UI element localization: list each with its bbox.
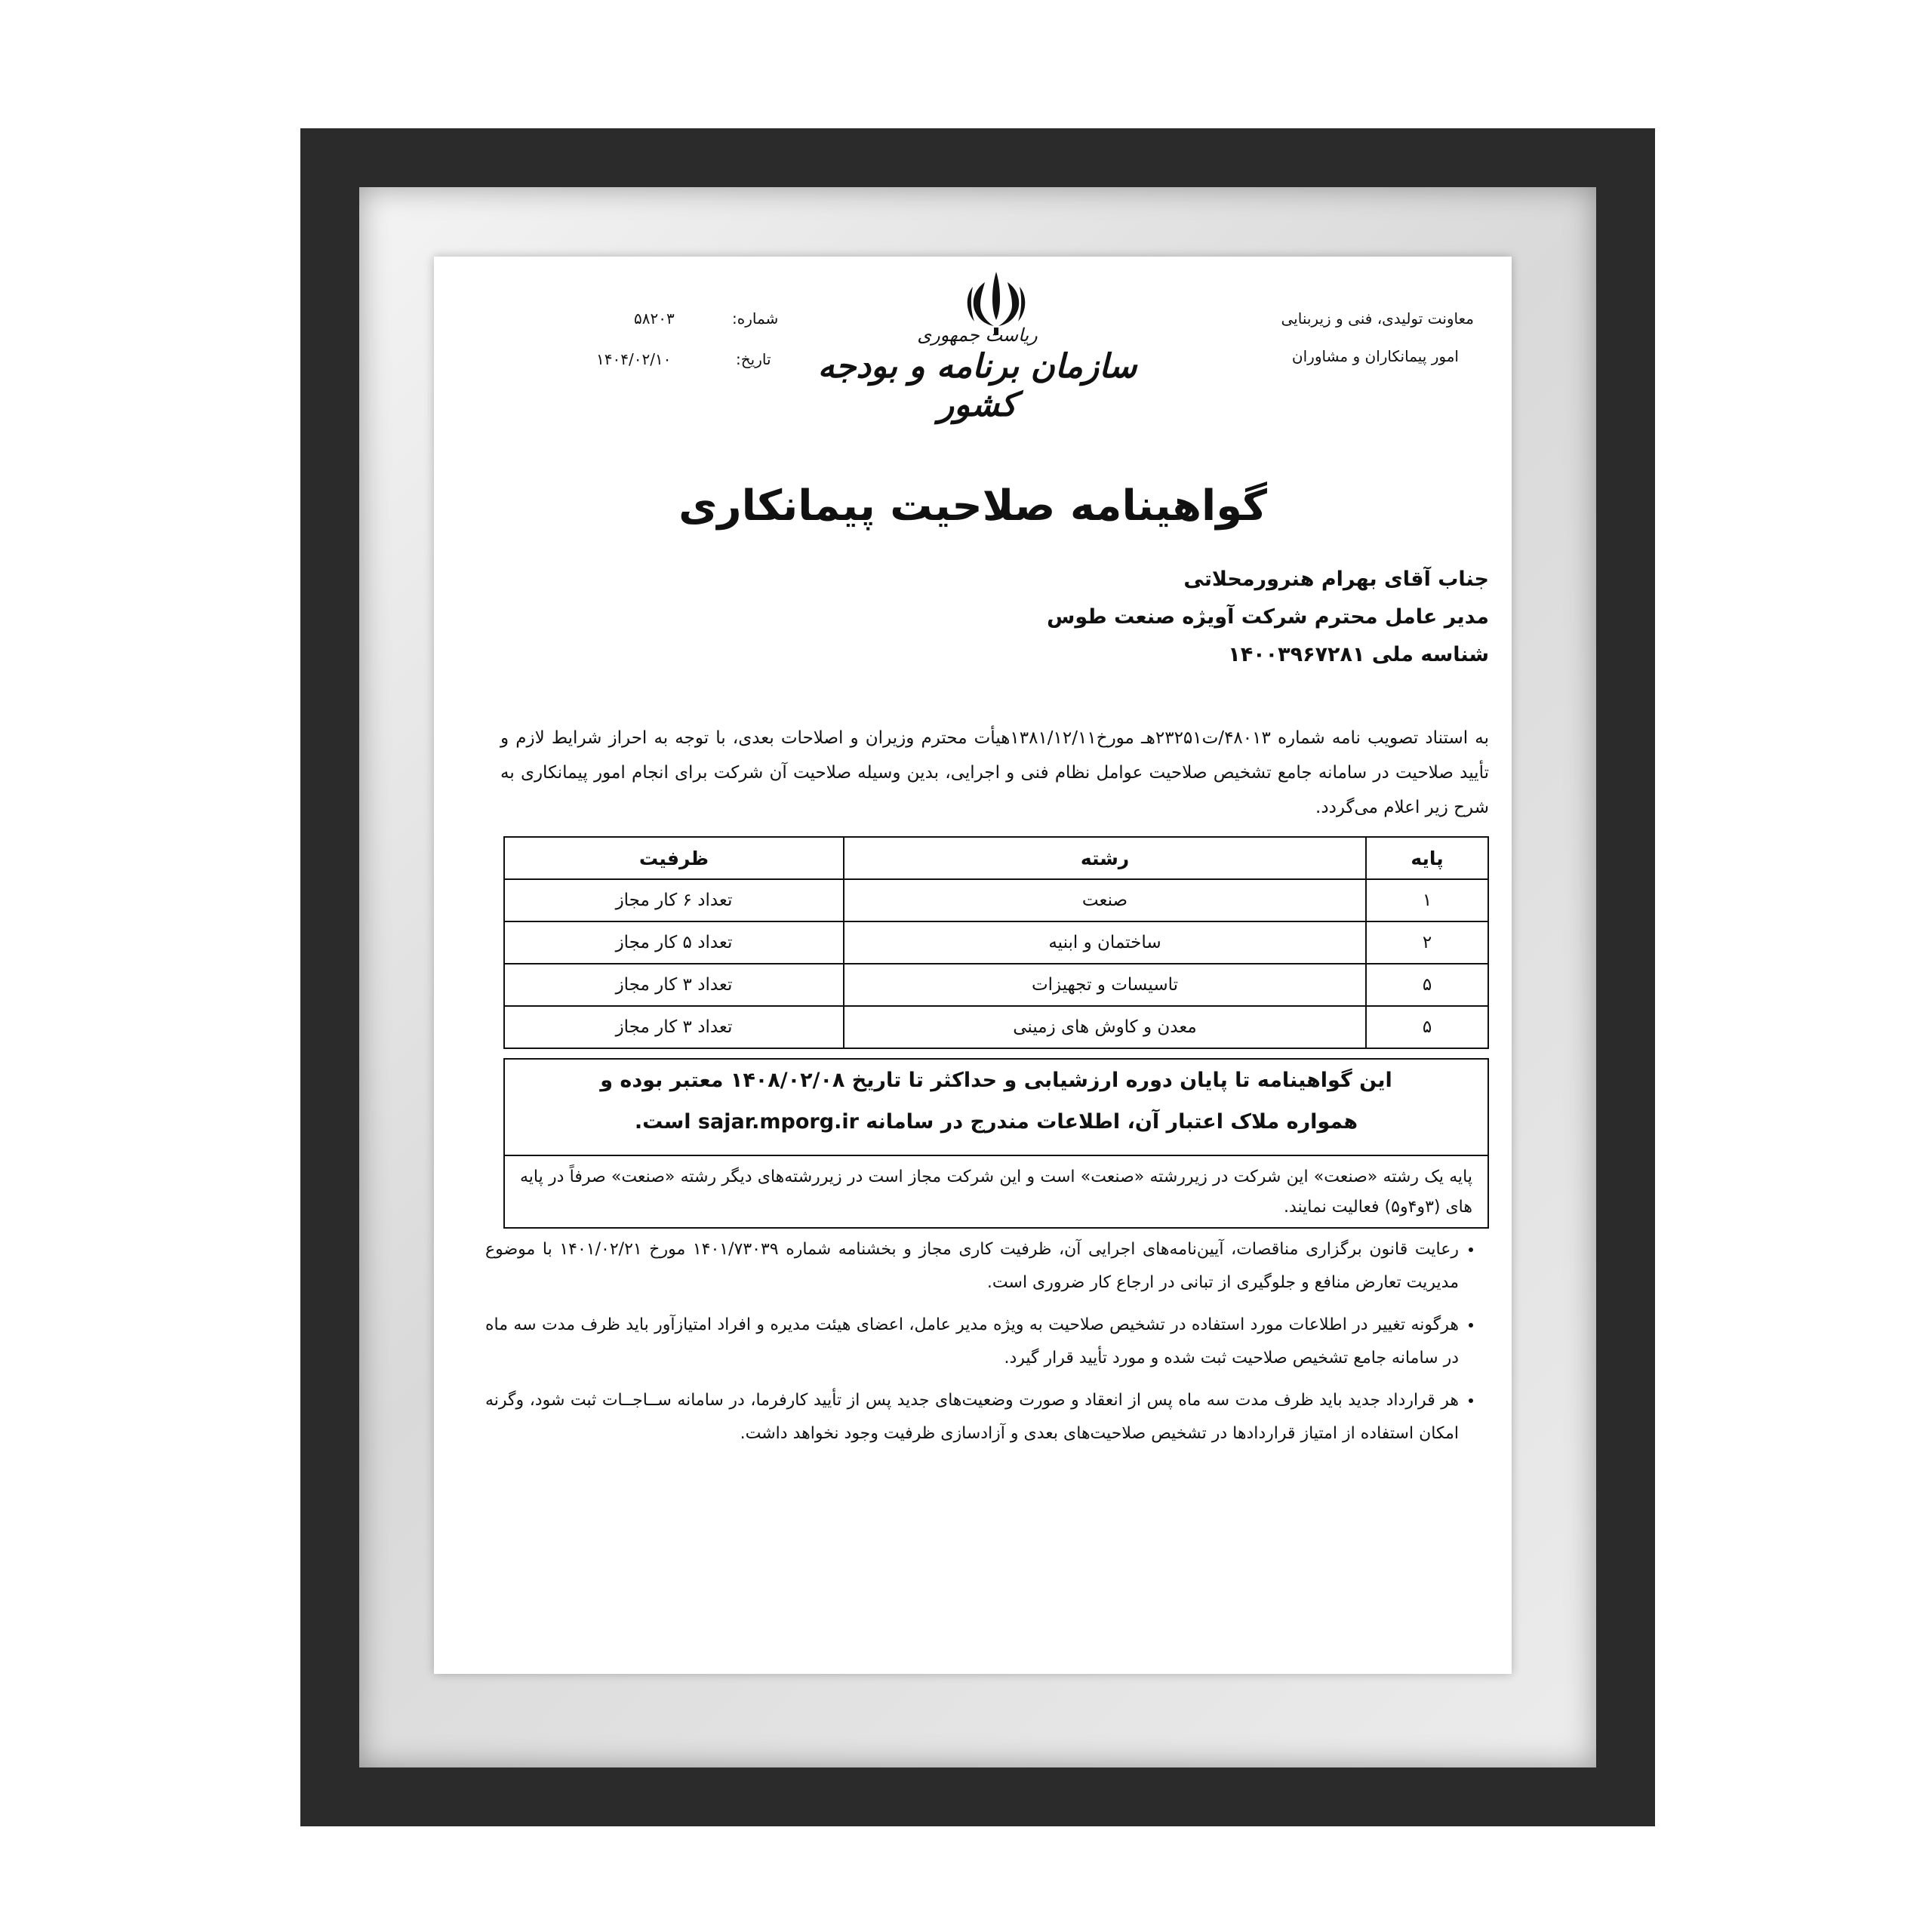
certificate-title: گواهینامه صلاحیت پیمانکاری [678, 481, 1267, 531]
website-link[interactable]: sajar.mporg.ir [697, 1110, 859, 1134]
validity-line-2-end: است. [634, 1110, 691, 1134]
cell-capacity: تعداد ۳ کار مجاز [504, 1006, 844, 1048]
validity-box [503, 1058, 1489, 1156]
header-field: رشته [844, 837, 1366, 879]
deputy-label: معاونت تولیدی، فنی و زیربنایی [1281, 309, 1474, 328]
list-item: • هر قرارداد جدید باید ظرف مدت سه ماه پس از انعقاد و صورت وضعیت‌های جدید پس از تأیید کارفرما، در سامانه ســاجــات ثبت شود، وگرنه امکان استفاده از امتیاز قراردادها در تشخیص صلاحیت‌های بعدی و آزادسازی ظرفیت وجود نخواهد داشت. [485, 1384, 1459, 1451]
cell-capacity: تعداد ۳ کار مجاز [504, 964, 844, 1006]
table-row [504, 921, 1488, 964]
department-label: امور پیمانکاران و مشاوران [1291, 347, 1459, 365]
intro-paragraph: به استناد تصویب نامه شماره ۴۸۰۱۳/ت۲۳۲۵۱هـ مورخ۱۳۸۱/۱۲/۱۱هیأت محترم وزیران و اصلاحات بعدی، با توجه به احراز شرایط لازم و تأیید صلاحیت در سامانه جامع تشخیص صلاحیت عوامل نظام فنی و اجرایی، بدین وسیله صلاحیت آن شرکت برای انجام امور پیمانکاری به شرح زیر اعلام می‌گردد. [500, 728, 1489, 817]
certificate-page [434, 257, 1512, 1674]
cell-grade: ۲ [1366, 921, 1488, 964]
date-label: تاریخ: [736, 350, 771, 368]
cell-grade: ۱ [1366, 879, 1488, 921]
note-box: پایه یک رشته «صنعت» این شرکت در زیررشته «صنعت» است و این شرکت مجاز است در زیررشته‌های دیگر رشته «صنعت» صرفاً در پایه های (۳و۴و۵) فعالیت نمایند. [503, 1156, 1489, 1229]
validity-line-1: این گواهینامه تا پایان دوره ارزشیابی و حداکثر تا تاریخ ۱۴۰۸/۰۲/۰۸ معتبر بوده و [600, 1069, 1392, 1092]
presidency-label: ریاست جمهوری [917, 325, 1038, 346]
cell-field: معدن و کاوش های زمینی [844, 1006, 1366, 1048]
cell-capacity: تعداد ۶ کار مجاز [504, 879, 844, 921]
addressee-name: جناب آقای بهرام هنرورمحلاتی [1183, 568, 1489, 591]
cell-field: صنعت [844, 879, 1366, 921]
cell-capacity: تعداد ۵ کار مجاز [504, 921, 844, 964]
cell-grade: ۵ [1366, 964, 1488, 1006]
list-item: • هرگونه تغییر در اطلاعات مورد استفاده در تشخیص صلاحیت به ویژه مدیر عامل، اعضای هیئت مدیره و افراد امتیازآور باید ظرف مدت سه ماه در سامانه جامع تشخیص صلاحیت ثبت شده و مورد تأیید قرار گیرد. [485, 1309, 1459, 1375]
cell-grade: ۵ [1366, 1006, 1488, 1048]
conditions-list [485, 1233, 1489, 1460]
addressee-position: مدیر عامل محترم شرکت آویژه صنعت طوس [1047, 605, 1489, 629]
cell-field: تاسیسات و تجهیزات [844, 964, 1366, 1006]
validity-line-2 [505, 1101, 1487, 1143]
cell-field: ساختمان و ابنیه [844, 921, 1366, 964]
list-item: • رعایت قانون برگزاری مناقصات، آیین‌نامه‌های اجرایی آن، ظرفیت کاری مجاز و بخشنامه شماره ۱۴۰۱/۷۳۰۳۹ مورخ ۱۴۰۱/۰۲/۲۱ با موضوع مدیریت تعارض منافع و جلوگیری از تبانی در ارجاع کار ضروری است. [485, 1233, 1459, 1300]
date-value: ۱۴۰۴/۰۲/۱۰ [596, 350, 672, 368]
header-capacity: ظرفیت [504, 837, 844, 879]
table-row [504, 1006, 1488, 1048]
number-label: شماره: [732, 309, 779, 328]
header-grade: پایه [1366, 837, 1488, 879]
qualification-table [503, 836, 1489, 1049]
table-row [504, 879, 1488, 921]
national-id: شناسه ملی ۱۴۰۰۳۹۶۷۲۸۱ [1228, 643, 1489, 666]
organization-name: سازمان برنامه و بودجه کشور [817, 347, 1137, 424]
table-header-row [504, 837, 1488, 879]
number-value: ۵۸۲۰۳ [634, 309, 675, 328]
validity-line-2-text: همواره ملاک اعتبار آن، اطلاعات مندرج در سامانه [866, 1110, 1358, 1134]
table-row [504, 964, 1488, 1006]
